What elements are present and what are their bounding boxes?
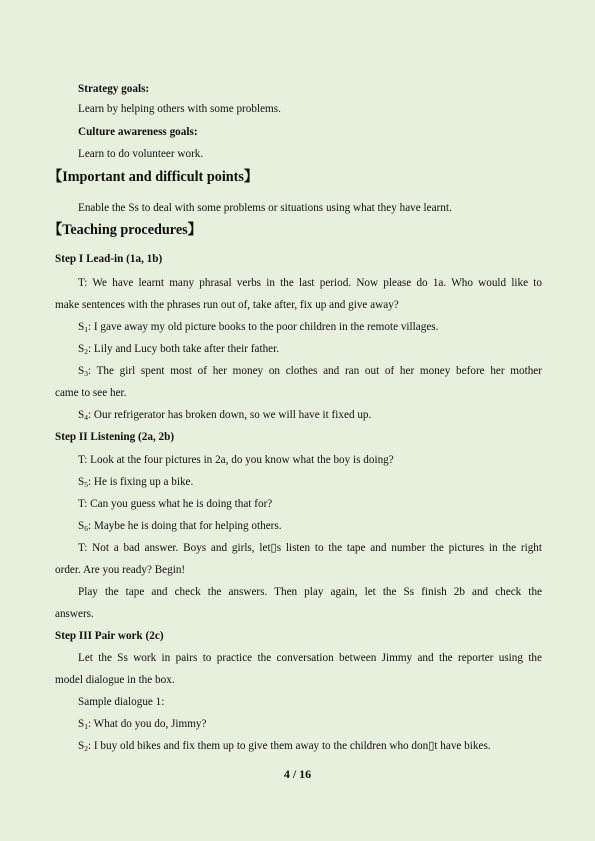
- step3-s2-line: [78, 739, 491, 753]
- culture-goals-title: Culture awareness goals:: [78, 126, 198, 138]
- step2-play-line1: Play the tape and check the answers. Then play again, let the Ss finish 2b and check the: [78, 586, 542, 598]
- step2-t2: T: Can you guess what he is doing that for?: [78, 498, 273, 510]
- speaker-text: : The girl spent most of her money on clothes and ran out of her money before her mother: [87, 365, 542, 377]
- step1-s3-line: [78, 364, 542, 378]
- step2-s5-line: [78, 475, 193, 489]
- step1-title: Step I Lead-in (1a, 1b): [55, 253, 163, 265]
- speaker-number: 4: [84, 413, 88, 422]
- step3-title: Step III Pair work (2c): [55, 630, 164, 642]
- teaching-procedures-heading: 【Teaching procedures】: [48, 222, 202, 238]
- step3-line1: Let the Ss work in pairs to practice the conversation between Jimmy and the reporter using the: [78, 652, 542, 664]
- speaker-text: : Maybe he is doing that for helping others.: [87, 520, 282, 532]
- speaker-label: S: [78, 476, 85, 488]
- speaker-label: S: [78, 409, 85, 421]
- speaker-label: S: [78, 718, 85, 730]
- step1-s1-line: [78, 320, 438, 334]
- strategy-goals-text: Learn by helping others with some problems.: [78, 103, 281, 115]
- step2-play-line2: answers.: [55, 608, 94, 620]
- important-points-text: Enable the Ss to deal with some problems or situations using what they have learnt.: [78, 202, 452, 214]
- speaker-text: : I gave away my old picture books to the poor children in the remote villages.: [87, 321, 439, 333]
- speaker-label: S: [78, 740, 85, 752]
- speaker-label: S: [78, 321, 85, 333]
- speaker-text: : What do you do, Jimmy?: [87, 718, 207, 730]
- important-points-heading: 【Important and difficult points】: [48, 169, 259, 185]
- step2-t3-line2: order. Are you ready? Begin!: [55, 564, 186, 576]
- speaker-number: 1: [84, 325, 88, 334]
- step2-title: Step II Listening (2a, 2b): [55, 431, 175, 443]
- speaker-label: S: [78, 365, 85, 377]
- speaker-number: 2: [84, 347, 88, 356]
- speaker-label: S: [78, 520, 85, 532]
- speaker-text: : Lily and Lucy both take after their father.: [87, 343, 280, 355]
- step1-s4-line: [78, 408, 371, 422]
- speaker-number: 6: [84, 524, 88, 533]
- step1-s3-line2: came to see her.: [55, 387, 127, 399]
- step1-t-line1: T: We have learnt many phrasal verbs in the last period. Now please do 1a. Who would like to: [78, 277, 542, 289]
- step3-line2: model dialogue in the box.: [55, 674, 175, 686]
- speaker-number: 2: [84, 744, 88, 753]
- step2-s6-line: [78, 519, 282, 533]
- speaker-text: : I buy old bikes and fix them up to give them away to the children who don▯t have bikes.: [87, 740, 491, 752]
- speaker-number: 5: [84, 480, 88, 489]
- step3-sample: Sample dialogue 1:: [78, 696, 165, 708]
- step1-t-line2: make sentences with the phrases run out of, take after, fix up and give away?: [55, 299, 399, 311]
- step2-t3-line1: T: Not a bad answer. Boys and girls, let▯s listen to the tape and number the pictures in the right: [78, 542, 542, 554]
- speaker-text: : Our refrigerator has broken down, so we will have it fixed up.: [87, 409, 372, 421]
- speaker-number: 3: [84, 369, 88, 378]
- speaker-text: : He is fixing up a bike.: [87, 476, 194, 488]
- speaker-label: S: [78, 343, 85, 355]
- speaker-number: 1: [84, 722, 88, 731]
- strategy-goals-title: Strategy goals:: [78, 83, 150, 95]
- step1-s2-line: [78, 342, 279, 356]
- culture-goals-text: Learn to do volunteer work.: [78, 148, 204, 160]
- page-number: 4 / 16: [283, 767, 312, 781]
- step3-s1-line: [78, 717, 206, 731]
- step2-t1: T: Look at the four pictures in 2a, do you know what the boy is doing?: [78, 454, 394, 466]
